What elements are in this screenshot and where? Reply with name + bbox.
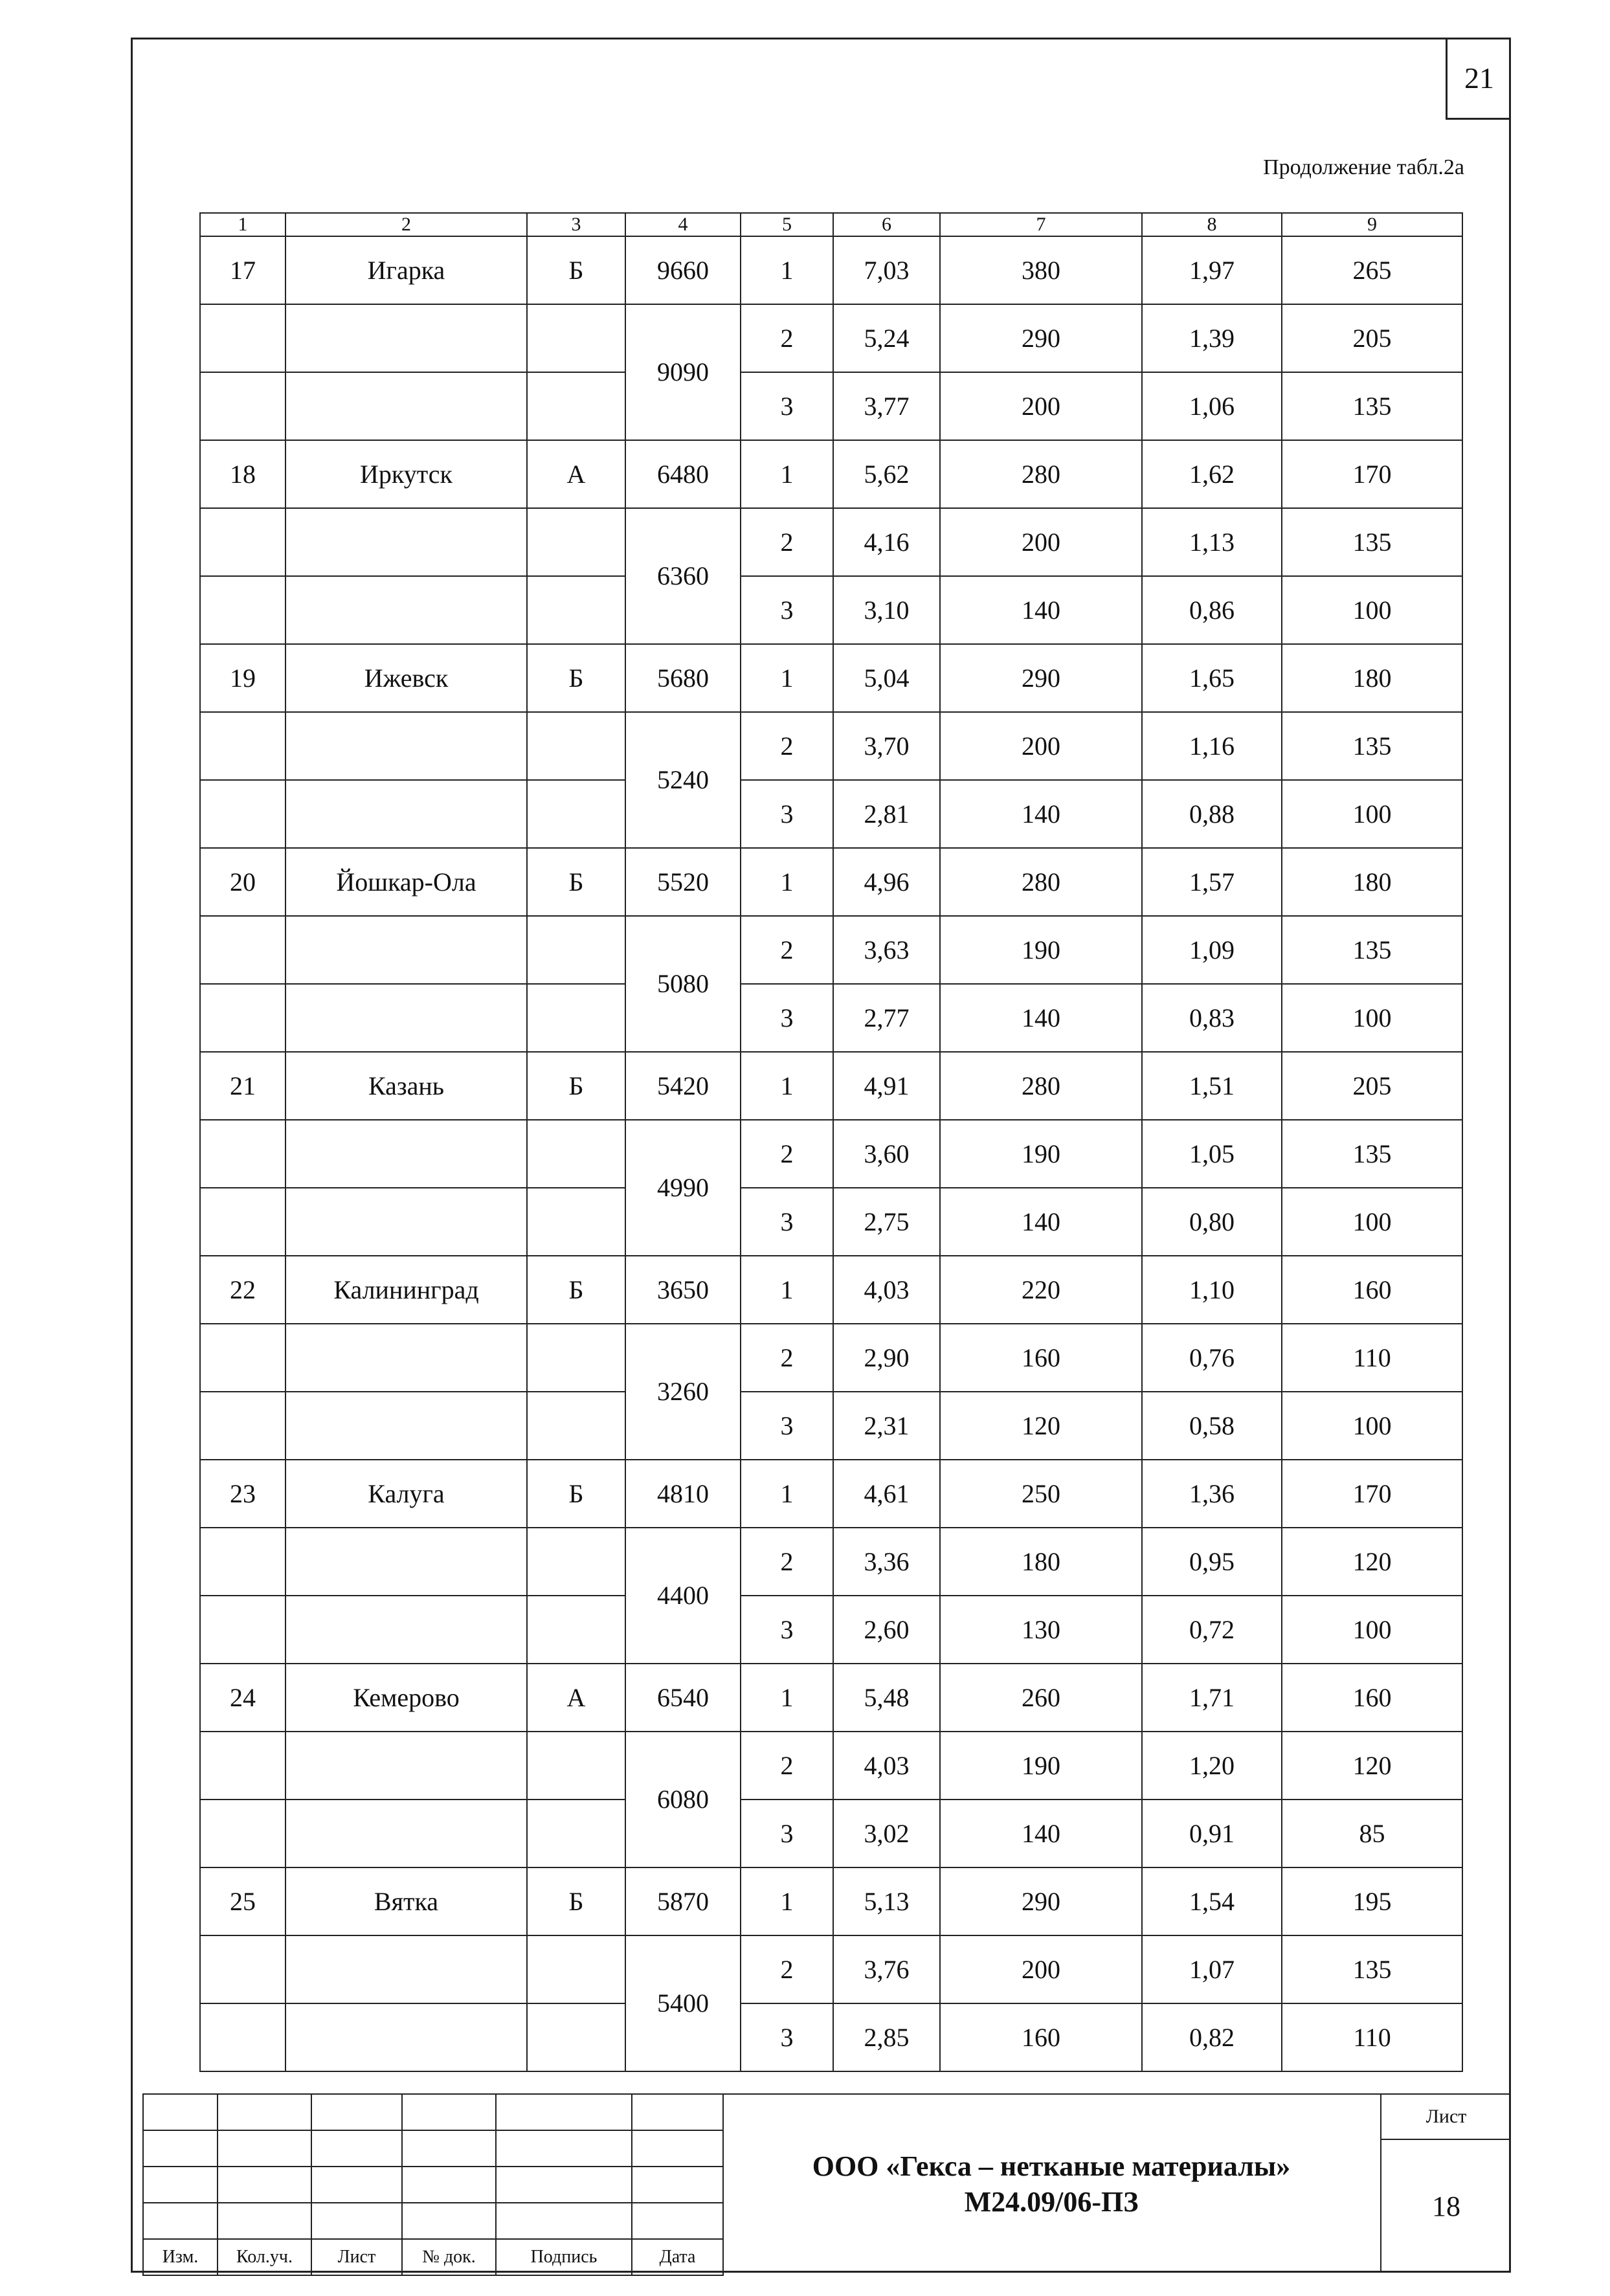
value-col9: 180 <box>1282 848 1462 916</box>
value-col5: 3 <box>741 1800 833 1867</box>
row-number: 17 <box>200 236 285 304</box>
sheet-number: 18 <box>1432 2190 1460 2222</box>
stamp-label: Изм. <box>143 2239 218 2275</box>
empty-cell <box>285 1732 527 1800</box>
value-col4: 5420 <box>625 1052 741 1120</box>
value-col6: 2,75 <box>833 1188 940 1256</box>
value-col6: 4,03 <box>833 1732 940 1800</box>
value-col6: 5,48 <box>833 1664 940 1732</box>
value-col6: 5,13 <box>833 1867 940 1935</box>
value-col4: 9090 <box>625 304 741 440</box>
value-col6: 4,03 <box>833 1256 940 1324</box>
table-row <box>200 712 1462 780</box>
value-col8: 1,62 <box>1142 440 1282 508</box>
empty-cell <box>200 1732 285 1800</box>
value-col8: 1,10 <box>1142 1256 1282 1324</box>
value-col6: 2,90 <box>833 1324 940 1392</box>
value-col5: 3 <box>741 576 833 644</box>
value-col8: 0,58 <box>1142 1392 1282 1460</box>
value-col9: 100 <box>1282 576 1462 644</box>
column-number: 1 <box>200 213 285 236</box>
value-col8: 0,83 <box>1142 984 1282 1052</box>
column-number: 6 <box>833 213 940 236</box>
table-row <box>200 304 1462 372</box>
empty-cell <box>200 984 285 1052</box>
column-number: 2 <box>285 213 527 236</box>
value-col7: 200 <box>940 1935 1142 2003</box>
stamp-label: Подпись <box>496 2239 632 2275</box>
empty-cell <box>527 712 625 780</box>
value-col5: 1 <box>741 1460 833 1528</box>
table-row <box>200 372 1462 440</box>
zone: Б <box>527 1460 625 1528</box>
column-number: 7 <box>940 213 1142 236</box>
value-col9: 205 <box>1282 304 1462 372</box>
value-col9: 195 <box>1282 1867 1462 1935</box>
empty-cell <box>527 2003 625 2071</box>
value-col6: 2,81 <box>833 780 940 848</box>
value-col6: 3,02 <box>833 1800 940 1867</box>
value-col4: 4400 <box>625 1528 741 1664</box>
empty-cell <box>285 304 527 372</box>
value-col7: 140 <box>940 576 1142 644</box>
value-col7: 200 <box>940 508 1142 576</box>
empty-cell <box>285 1596 527 1664</box>
table-row <box>200 1460 1462 1528</box>
value-col7: 220 <box>940 1256 1142 1324</box>
value-col6: 3,10 <box>833 576 940 644</box>
empty-cell <box>527 1528 625 1596</box>
empty-cell <box>285 1120 527 1188</box>
value-col8: 1,16 <box>1142 712 1282 780</box>
value-col7: 290 <box>940 1867 1142 1935</box>
table-row <box>200 1935 1462 2003</box>
value-col5: 2 <box>741 916 833 984</box>
table-row <box>200 1256 1462 1324</box>
empty-cell <box>200 916 285 984</box>
value-col5: 1 <box>741 440 833 508</box>
empty-cell <box>527 372 625 440</box>
table-row <box>200 1052 1462 1120</box>
table-row <box>200 1188 1462 1256</box>
value-col8: 0,88 <box>1142 780 1282 848</box>
table-row <box>200 2003 1462 2071</box>
value-col4: 3260 <box>625 1324 741 1460</box>
city-name: Калуга <box>285 1460 527 1528</box>
sheet-label: Лист <box>1381 2095 1511 2140</box>
value-col9: 100 <box>1282 1392 1462 1460</box>
value-col4: 4990 <box>625 1120 741 1256</box>
value-col7: 160 <box>940 2003 1142 2071</box>
value-col5: 1 <box>741 1664 833 1732</box>
value-col6: 3,77 <box>833 372 940 440</box>
value-col8: 1,65 <box>1142 644 1282 712</box>
zone: А <box>527 1664 625 1732</box>
value-col9: 135 <box>1282 712 1462 780</box>
value-col7: 290 <box>940 304 1142 372</box>
value-col8: 0,95 <box>1142 1528 1282 1596</box>
value-col6: 3,63 <box>833 916 940 984</box>
empty-cell <box>285 508 527 576</box>
empty-cell <box>285 1800 527 1867</box>
table-row <box>200 1392 1462 1460</box>
row-number: 19 <box>200 644 285 712</box>
table-row <box>200 1120 1462 1188</box>
value-col4: 4810 <box>625 1460 741 1528</box>
value-col6: 4,96 <box>833 848 940 916</box>
value-col9: 135 <box>1282 372 1462 440</box>
table-row <box>200 1664 1462 1732</box>
value-col9: 160 <box>1282 1664 1462 1732</box>
table-row <box>200 644 1462 712</box>
value-col9: 135 <box>1282 916 1462 984</box>
value-col7: 180 <box>940 1528 1142 1596</box>
empty-cell <box>200 1800 285 1867</box>
value-col6: 2,77 <box>833 984 940 1052</box>
table-row <box>200 780 1462 848</box>
value-col8: 1,20 <box>1142 1732 1282 1800</box>
value-col7: 140 <box>940 1800 1142 1867</box>
value-col5: 2 <box>741 304 833 372</box>
value-col8: 0,91 <box>1142 1800 1282 1867</box>
value-col5: 1 <box>741 644 833 712</box>
table-row <box>200 440 1462 508</box>
zone: Б <box>527 1867 625 1935</box>
title-block <box>142 2093 1511 2273</box>
table-row <box>200 576 1462 644</box>
value-col8: 1,54 <box>1142 1867 1282 1935</box>
empty-cell <box>200 1188 285 1256</box>
empty-cell <box>527 1732 625 1800</box>
value-col5: 3 <box>741 2003 833 2071</box>
value-col8: 0,76 <box>1142 1324 1282 1392</box>
table-row <box>200 1800 1462 1867</box>
value-col4: 5400 <box>625 1935 741 2071</box>
value-col7: 280 <box>940 440 1142 508</box>
table-caption: Продолжение табл.2а <box>1263 155 1464 179</box>
value-col5: 2 <box>741 1120 833 1188</box>
value-col9: 135 <box>1282 1935 1462 2003</box>
value-col9: 100 <box>1282 984 1462 1052</box>
column-number: 4 <box>625 213 741 236</box>
row-number: 23 <box>200 1460 285 1528</box>
stamp-label: Кол.уч. <box>218 2239 311 2275</box>
column-number: 9 <box>1282 213 1462 236</box>
value-col6: 5,24 <box>833 304 940 372</box>
table-row <box>200 1867 1462 1935</box>
empty-cell <box>285 1935 527 2003</box>
value-col9: 100 <box>1282 1188 1462 1256</box>
value-col8: 1,97 <box>1142 236 1282 304</box>
city-name: Калининград <box>285 1256 527 1324</box>
empty-cell <box>527 1596 625 1664</box>
empty-cell <box>200 712 285 780</box>
value-col5: 3 <box>741 1392 833 1460</box>
empty-cell <box>285 916 527 984</box>
value-col5: 3 <box>741 984 833 1052</box>
empty-cell <box>200 1935 285 2003</box>
empty-cell <box>527 1324 625 1392</box>
value-col6: 3,60 <box>833 1120 940 1188</box>
value-col9: 170 <box>1282 1460 1462 1528</box>
empty-cell <box>527 780 625 848</box>
value-col7: 280 <box>940 848 1142 916</box>
value-col9: 135 <box>1282 1120 1462 1188</box>
empty-cell <box>285 1392 527 1460</box>
value-col7: 190 <box>940 1732 1142 1800</box>
empty-cell <box>200 1528 285 1596</box>
empty-cell <box>285 984 527 1052</box>
value-col4: 9660 <box>625 236 741 304</box>
empty-cell <box>285 780 527 848</box>
empty-cell <box>285 712 527 780</box>
row-number: 21 <box>200 1052 285 1120</box>
zone: Б <box>527 644 625 712</box>
value-col7: 200 <box>940 712 1142 780</box>
table-row <box>200 984 1462 1052</box>
empty-cell <box>285 1324 527 1392</box>
value-col9: 120 <box>1282 1732 1462 1800</box>
empty-cell <box>527 1935 625 2003</box>
value-col4: 5240 <box>625 712 741 848</box>
zone: А <box>527 440 625 508</box>
value-col9: 120 <box>1282 1528 1462 1596</box>
value-col5: 2 <box>741 1732 833 1800</box>
value-col9: 265 <box>1282 236 1462 304</box>
city-name: Ижевск <box>285 644 527 712</box>
city-name: Казань <box>285 1052 527 1120</box>
value-col9: 100 <box>1282 780 1462 848</box>
empty-cell <box>200 2003 285 2071</box>
value-col8: 1,06 <box>1142 372 1282 440</box>
value-col7: 140 <box>940 984 1142 1052</box>
value-col4: 5680 <box>625 644 741 712</box>
row-number: 20 <box>200 848 285 916</box>
value-col5: 2 <box>741 508 833 576</box>
value-col8: 1,05 <box>1142 1120 1282 1188</box>
empty-cell <box>527 576 625 644</box>
value-col4: 6080 <box>625 1732 741 1867</box>
value-col4: 6360 <box>625 508 741 644</box>
value-col5: 2 <box>741 1528 833 1596</box>
page-number: 21 <box>1446 38 1511 120</box>
stamp-label: Дата <box>632 2239 723 2275</box>
value-col5: 1 <box>741 236 833 304</box>
revision-grid <box>142 2093 724 2276</box>
value-col6: 5,04 <box>833 644 940 712</box>
empty-cell <box>527 916 625 984</box>
city-name: Игарка <box>285 236 527 304</box>
value-col7: 120 <box>940 1392 1142 1460</box>
empty-cell <box>285 372 527 440</box>
value-col6: 7,03 <box>833 236 940 304</box>
table-row <box>200 1732 1462 1800</box>
value-col5: 2 <box>741 712 833 780</box>
value-col6: 3,36 <box>833 1528 940 1596</box>
empty-cell <box>527 1800 625 1867</box>
value-col6: 2,31 <box>833 1392 940 1460</box>
value-col8: 0,72 <box>1142 1596 1282 1664</box>
value-col5: 1 <box>741 1256 833 1324</box>
value-col7: 260 <box>940 1664 1142 1732</box>
city-name: Иркутск <box>285 440 527 508</box>
value-col9: 160 <box>1282 1256 1462 1324</box>
row-number: 22 <box>200 1256 285 1324</box>
value-col8: 1,51 <box>1142 1052 1282 1120</box>
empty-cell <box>527 984 625 1052</box>
value-col5: 3 <box>741 1188 833 1256</box>
data-table <box>199 212 1463 2072</box>
value-col7: 290 <box>940 644 1142 712</box>
value-col4: 3650 <box>625 1256 741 1324</box>
empty-cell <box>285 1188 527 1256</box>
value-col5: 2 <box>741 1324 833 1392</box>
table-row <box>200 916 1462 984</box>
city-name: Йошкар-Ола <box>285 848 527 916</box>
value-col4: 5520 <box>625 848 741 916</box>
empty-cell <box>200 1596 285 1664</box>
row-number: 24 <box>200 1664 285 1732</box>
value-col7: 380 <box>940 236 1142 304</box>
value-col4: 6480 <box>625 440 741 508</box>
table-row <box>200 848 1462 916</box>
value-col7: 130 <box>940 1596 1142 1664</box>
value-col8: 0,82 <box>1142 2003 1282 2071</box>
empty-cell <box>200 372 285 440</box>
empty-cell <box>285 2003 527 2071</box>
value-col8: 1,07 <box>1142 1935 1282 2003</box>
empty-cell <box>200 576 285 644</box>
value-col9: 100 <box>1282 1596 1462 1664</box>
value-col8: 1,09 <box>1142 916 1282 984</box>
empty-cell <box>200 780 285 848</box>
table-row <box>200 1528 1462 1596</box>
value-col4: 6540 <box>625 1664 741 1732</box>
empty-cell <box>285 1528 527 1596</box>
value-col7: 280 <box>940 1052 1142 1120</box>
value-col5: 3 <box>741 372 833 440</box>
value-col8: 1,36 <box>1142 1460 1282 1528</box>
empty-cell <box>527 1188 625 1256</box>
table-row <box>200 1324 1462 1392</box>
city-name: Вятка <box>285 1867 527 1935</box>
value-col8: 1,57 <box>1142 848 1282 916</box>
value-col9: 135 <box>1282 508 1462 576</box>
empty-cell <box>200 1392 285 1460</box>
value-col6: 4,16 <box>833 508 940 576</box>
value-col9: 205 <box>1282 1052 1462 1120</box>
row-number: 25 <box>200 1867 285 1935</box>
organization-name: ООО «Гекса – нетканые материалы» <box>812 2150 1291 2182</box>
zone: Б <box>527 1256 625 1324</box>
value-col8: 1,13 <box>1142 508 1282 576</box>
stamp-label: Лист <box>311 2239 402 2275</box>
stamp-label: № док. <box>402 2239 496 2275</box>
table-row <box>200 508 1462 576</box>
value-col6: 4,61 <box>833 1460 940 1528</box>
value-col7: 140 <box>940 1188 1142 1256</box>
value-col8: 0,80 <box>1142 1188 1282 1256</box>
column-number: 3 <box>527 213 625 236</box>
city-name: Кемерово <box>285 1664 527 1732</box>
value-col9: 110 <box>1282 1324 1462 1392</box>
document-code: М24.09/06-ПЗ <box>964 2185 1139 2218</box>
column-number: 8 <box>1142 213 1282 236</box>
value-col9: 85 <box>1282 1800 1462 1867</box>
zone: Б <box>527 1052 625 1120</box>
value-col7: 200 <box>940 372 1142 440</box>
document-title <box>722 2093 1381 2273</box>
empty-cell <box>200 1120 285 1188</box>
empty-cell <box>200 508 285 576</box>
value-col8: 1,39 <box>1142 304 1282 372</box>
empty-cell <box>200 1324 285 1392</box>
value-col9: 170 <box>1282 440 1462 508</box>
value-col7: 160 <box>940 1324 1142 1392</box>
empty-cell <box>527 304 625 372</box>
value-col6: 5,62 <box>833 440 940 508</box>
empty-cell <box>527 508 625 576</box>
value-col5: 3 <box>741 1596 833 1664</box>
value-col9: 110 <box>1282 2003 1462 2071</box>
value-col4: 5080 <box>625 916 741 1052</box>
value-col5: 2 <box>741 1935 833 2003</box>
empty-cell <box>200 304 285 372</box>
value-col5: 1 <box>741 1052 833 1120</box>
value-col6: 2,85 <box>833 2003 940 2071</box>
empty-cell <box>527 1120 625 1188</box>
value-col5: 1 <box>741 848 833 916</box>
value-col5: 1 <box>741 1867 833 1935</box>
zone: Б <box>527 236 625 304</box>
sheet-cell <box>1381 2093 1511 2273</box>
value-col6: 3,76 <box>833 1935 940 2003</box>
value-col8: 1,71 <box>1142 1664 1282 1732</box>
table-row <box>200 236 1462 304</box>
value-col8: 0,86 <box>1142 576 1282 644</box>
value-col6: 3,70 <box>833 712 940 780</box>
value-col7: 140 <box>940 780 1142 848</box>
header-row <box>200 213 1462 236</box>
value-col7: 250 <box>940 1460 1142 1528</box>
empty-cell <box>285 576 527 644</box>
value-col6: 4,91 <box>833 1052 940 1120</box>
value-col6: 2,60 <box>833 1596 940 1664</box>
empty-cell <box>527 1392 625 1460</box>
table-row <box>200 1596 1462 1664</box>
column-number: 5 <box>741 213 833 236</box>
value-col7: 190 <box>940 1120 1142 1188</box>
value-col5: 3 <box>741 780 833 848</box>
value-col7: 190 <box>940 916 1142 984</box>
value-col9: 180 <box>1282 644 1462 712</box>
value-col4: 5870 <box>625 1867 741 1935</box>
zone: Б <box>527 848 625 916</box>
row-number: 18 <box>200 440 285 508</box>
